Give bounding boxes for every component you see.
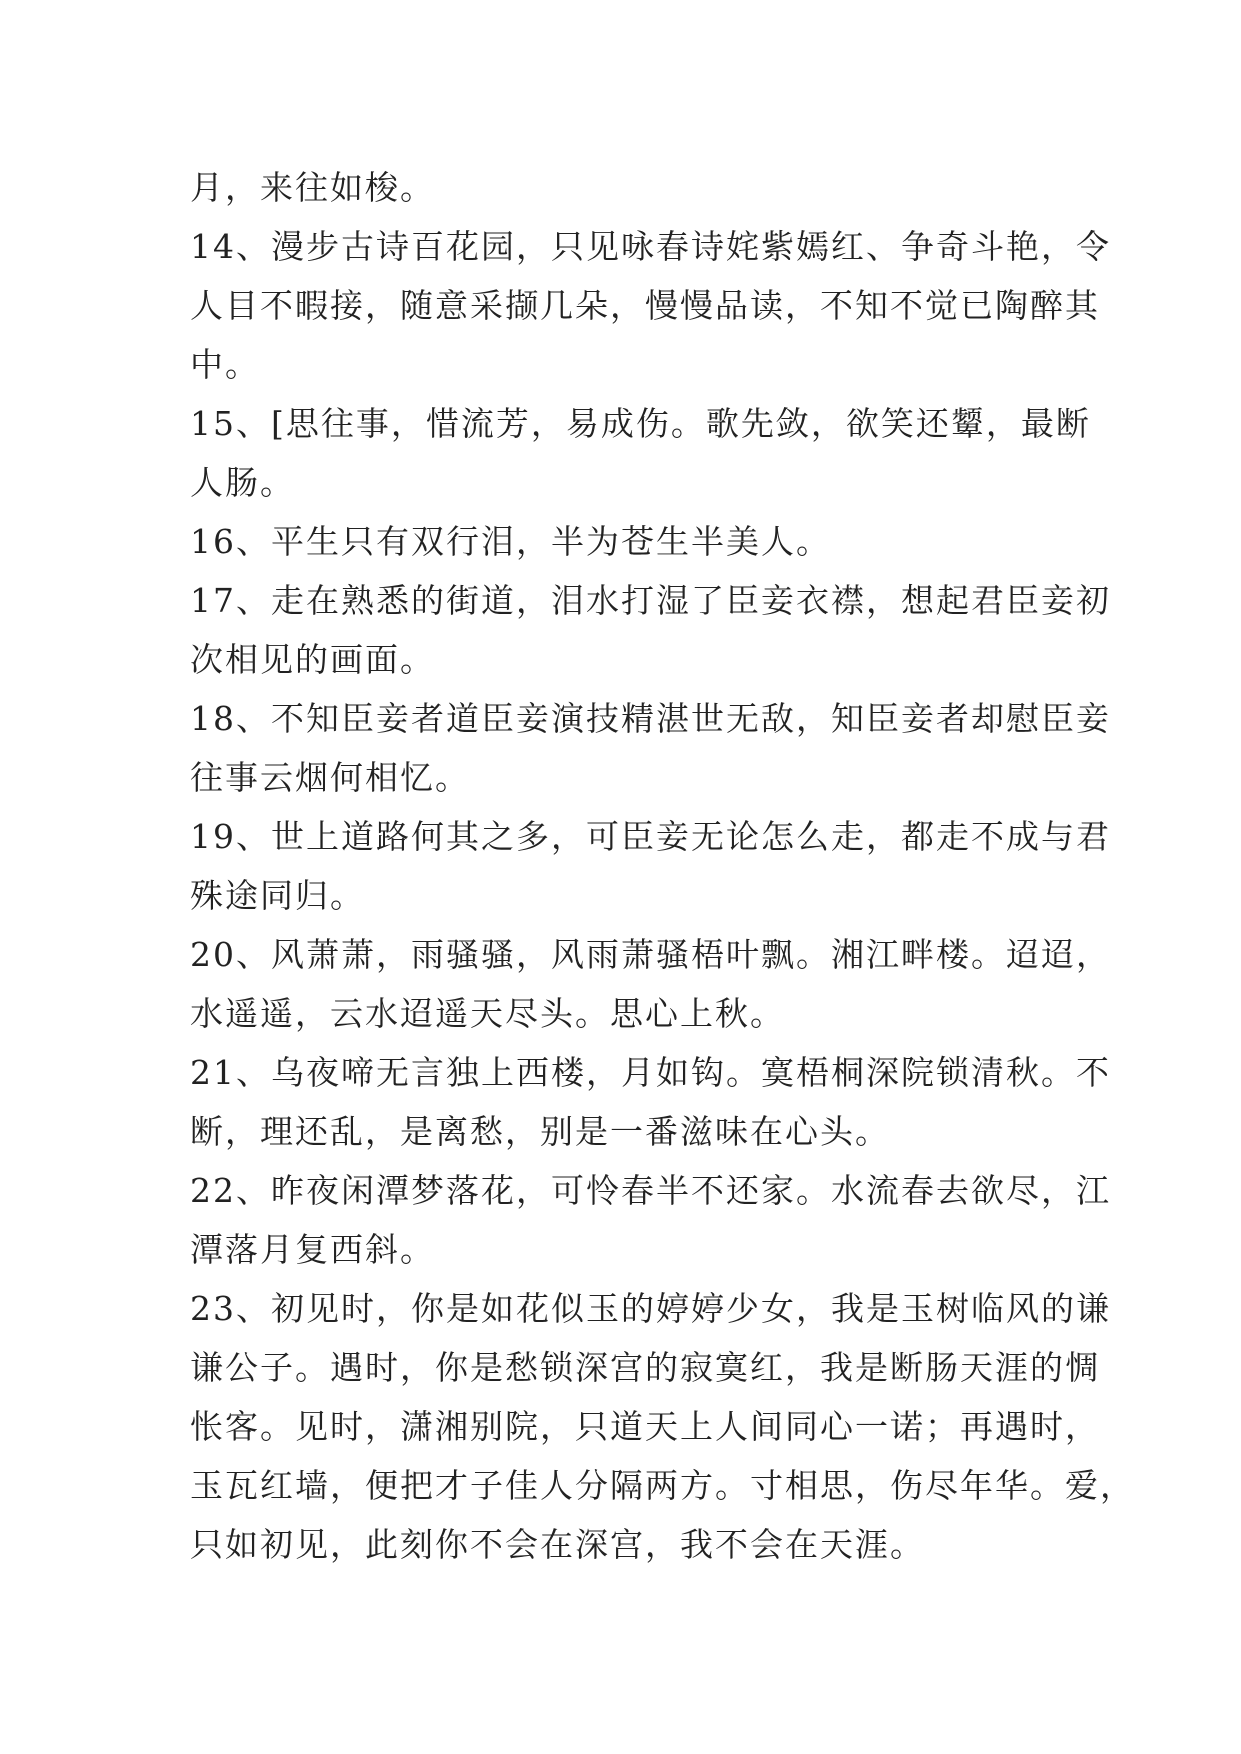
text-line: 谦公子。遇时，你是愁锁深宫的寂寞红，我是断肠天涯的惆	[190, 1348, 1100, 1387]
text-line: 断，理还乱，是离愁，别是一番滋味在心头。	[190, 1112, 890, 1151]
text-line: 15、[思往事，惜流芳，易成伤。歌先敛，欲笑还颦，最断	[190, 404, 1091, 443]
document-body	[190, 158, 1135, 1574]
text-line: 21、乌夜啼无言独上西楼，月如钩。寞梧桐深院锁清秋。不	[190, 1053, 1111, 1092]
text-line: 只如初见，此刻你不会在深宫，我不会在天涯。	[190, 1525, 925, 1564]
text-line: 22、昨夜闲潭梦落花，可怜春半不还家。水流春去欲尽，江	[190, 1171, 1111, 1210]
text-line: 19、世上道路何其之多，可臣妾无论怎么走，都走不成与君	[190, 817, 1111, 856]
text-line: 殊途同归。	[190, 876, 365, 915]
text-line: 潭落月复西斜。	[190, 1230, 435, 1269]
text-line: 20、风萧萧，雨骚骚，风雨萧骚梧叶飘。湘江畔楼。迢迢，	[190, 935, 1111, 974]
text-line: 23、初见时，你是如花似玉的婷婷少女，我是玉树临风的谦	[190, 1289, 1111, 1328]
text-line: 16、平生只有双行泪，半为苍生半美人。	[190, 522, 831, 561]
text-line: 怅客。见时，潇湘别院，只道天上人间同心一诺；再遇时，	[190, 1407, 1100, 1446]
text-line: 18、不知臣妾者道臣妾演技精湛世无敌，知臣妾者却慰臣妾	[190, 699, 1111, 738]
text-line: 17、走在熟悉的街道，泪水打湿了臣妾衣襟，想起君臣妾初	[190, 581, 1111, 620]
text-line: 次相见的画面。	[190, 640, 435, 679]
text-line: 人目不暇接，随意采撷几朵，慢慢品读，不知不觉已陶醉其	[190, 286, 1100, 325]
text-line: 水遥遥，云水迢遥天尽头。思心上秋。	[190, 994, 785, 1033]
text-line: 月，来往如梭。	[190, 168, 435, 207]
text-line: 玉瓦红墙，便把才子佳人分隔两方。寸相思，伤尽年华。爱，	[190, 1466, 1135, 1505]
text-line: 中。	[190, 345, 260, 384]
text-line: 14、漫步古诗百花园，只见咏春诗姹紫嫣红、争奇斗艳，令	[190, 227, 1111, 266]
text-line: 人肠。	[190, 463, 295, 502]
text-line: 往事云烟何相忆。	[190, 758, 470, 797]
